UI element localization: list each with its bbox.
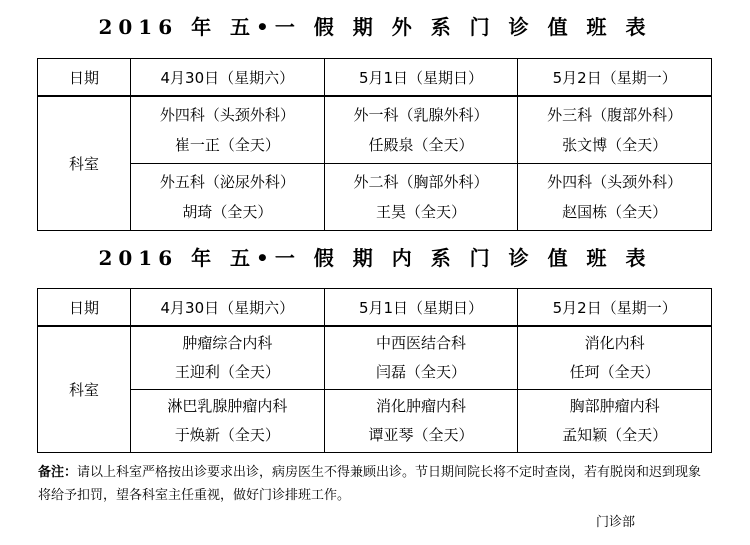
doctor-name: 闫磊（全天） <box>375 363 466 381</box>
date-header-cell: 5月2日（星期一） <box>518 289 712 327</box>
internal-roster-title: 2016 年 五•一 假 期 内 系 门 诊 值 班 表 <box>98 246 652 270</box>
department-row-label: 科室 <box>38 96 131 231</box>
duty-cell <box>131 96 325 164</box>
department-name: 肿瘤综合内科 <box>182 334 273 352</box>
department-name: 胸部肿瘤内科 <box>569 397 660 415</box>
department-name: 淋巴乳腺肿瘤内科 <box>167 397 288 415</box>
date-header-cell: 5月2日（星期一） <box>518 59 712 97</box>
doctor-name: 任珂（全天） <box>569 363 660 381</box>
table-header-row <box>38 59 712 97</box>
doctor-name: 任殿泉（全天） <box>368 136 474 154</box>
duty-cell <box>131 390 325 453</box>
doctor-name: 王迎利（全天） <box>174 363 280 381</box>
doctor-name: 孟知颖（全天） <box>562 426 668 444</box>
department-name: 外四科（头颈外科） <box>159 106 295 124</box>
date-header-cell: 5月1日（星期日） <box>324 289 518 327</box>
duty-cell <box>518 96 712 164</box>
issuer-signature: 门诊部 <box>596 515 636 530</box>
department-name: 消化肿瘤内科 <box>375 397 466 415</box>
duty-cell <box>324 390 518 453</box>
date-header-label: 日期 <box>38 59 131 97</box>
department-name: 外四科（头颈外科） <box>547 173 683 191</box>
department-name: 外一科（乳腺外科） <box>353 106 489 124</box>
department-name: 消化内科 <box>584 334 645 352</box>
remarks-note <box>38 461 714 507</box>
doctor-name: 谭亚琴（全天） <box>368 426 474 444</box>
table-row <box>38 96 712 164</box>
department-name: 外二科（胸部外科） <box>353 173 489 191</box>
duty-cell <box>324 326 518 390</box>
duty-cell <box>324 96 518 164</box>
remarks-label: 备注： <box>38 465 78 480</box>
surgery-roster-table <box>37 58 712 231</box>
duty-cell <box>131 326 325 390</box>
table-header-row <box>38 289 712 327</box>
date-header-label: 日期 <box>38 289 131 327</box>
department-row-label: 科室 <box>38 326 131 453</box>
doctor-name: 于焕新（全天） <box>174 426 280 444</box>
date-header-cell: 4月30日（星期六） <box>131 289 325 327</box>
doctor-name: 胡琦（全天） <box>182 203 273 221</box>
department-name: 中西医结合科 <box>375 334 466 352</box>
duty-cell <box>518 326 712 390</box>
duty-cell <box>324 164 518 231</box>
department-name: 外三科（腹部外科） <box>547 106 683 124</box>
date-header-cell: 5月1日（星期日） <box>324 59 518 97</box>
table-row <box>38 390 712 453</box>
duty-cell <box>518 390 712 453</box>
doctor-name: 张文博（全天） <box>562 136 668 154</box>
duty-cell <box>518 164 712 231</box>
table-row <box>38 164 712 231</box>
duty-cell <box>131 164 325 231</box>
department-name: 外五科（泌尿外科） <box>159 173 295 191</box>
table-row <box>38 326 712 390</box>
doctor-name: 崔一正（全天） <box>174 136 280 154</box>
doctor-name: 赵国栋（全天） <box>562 203 668 221</box>
surgery-roster-title: 2016 年 五•一 假 期 外 系 门 诊 值 班 表 <box>98 15 652 39</box>
internal-roster-table <box>37 288 712 453</box>
date-header-cell: 4月30日（星期六） <box>131 59 325 97</box>
doctor-name: 王昊（全天） <box>375 203 466 221</box>
remarks-text: 请以上科室严格按出诊要求出诊，病房医生不得兼顾出诊。节日期间院长将不定时查岗，若有脱岗和迟到现象将给予扣罚，望各科室主任重视，做好门诊排班工作。 <box>38 465 702 503</box>
